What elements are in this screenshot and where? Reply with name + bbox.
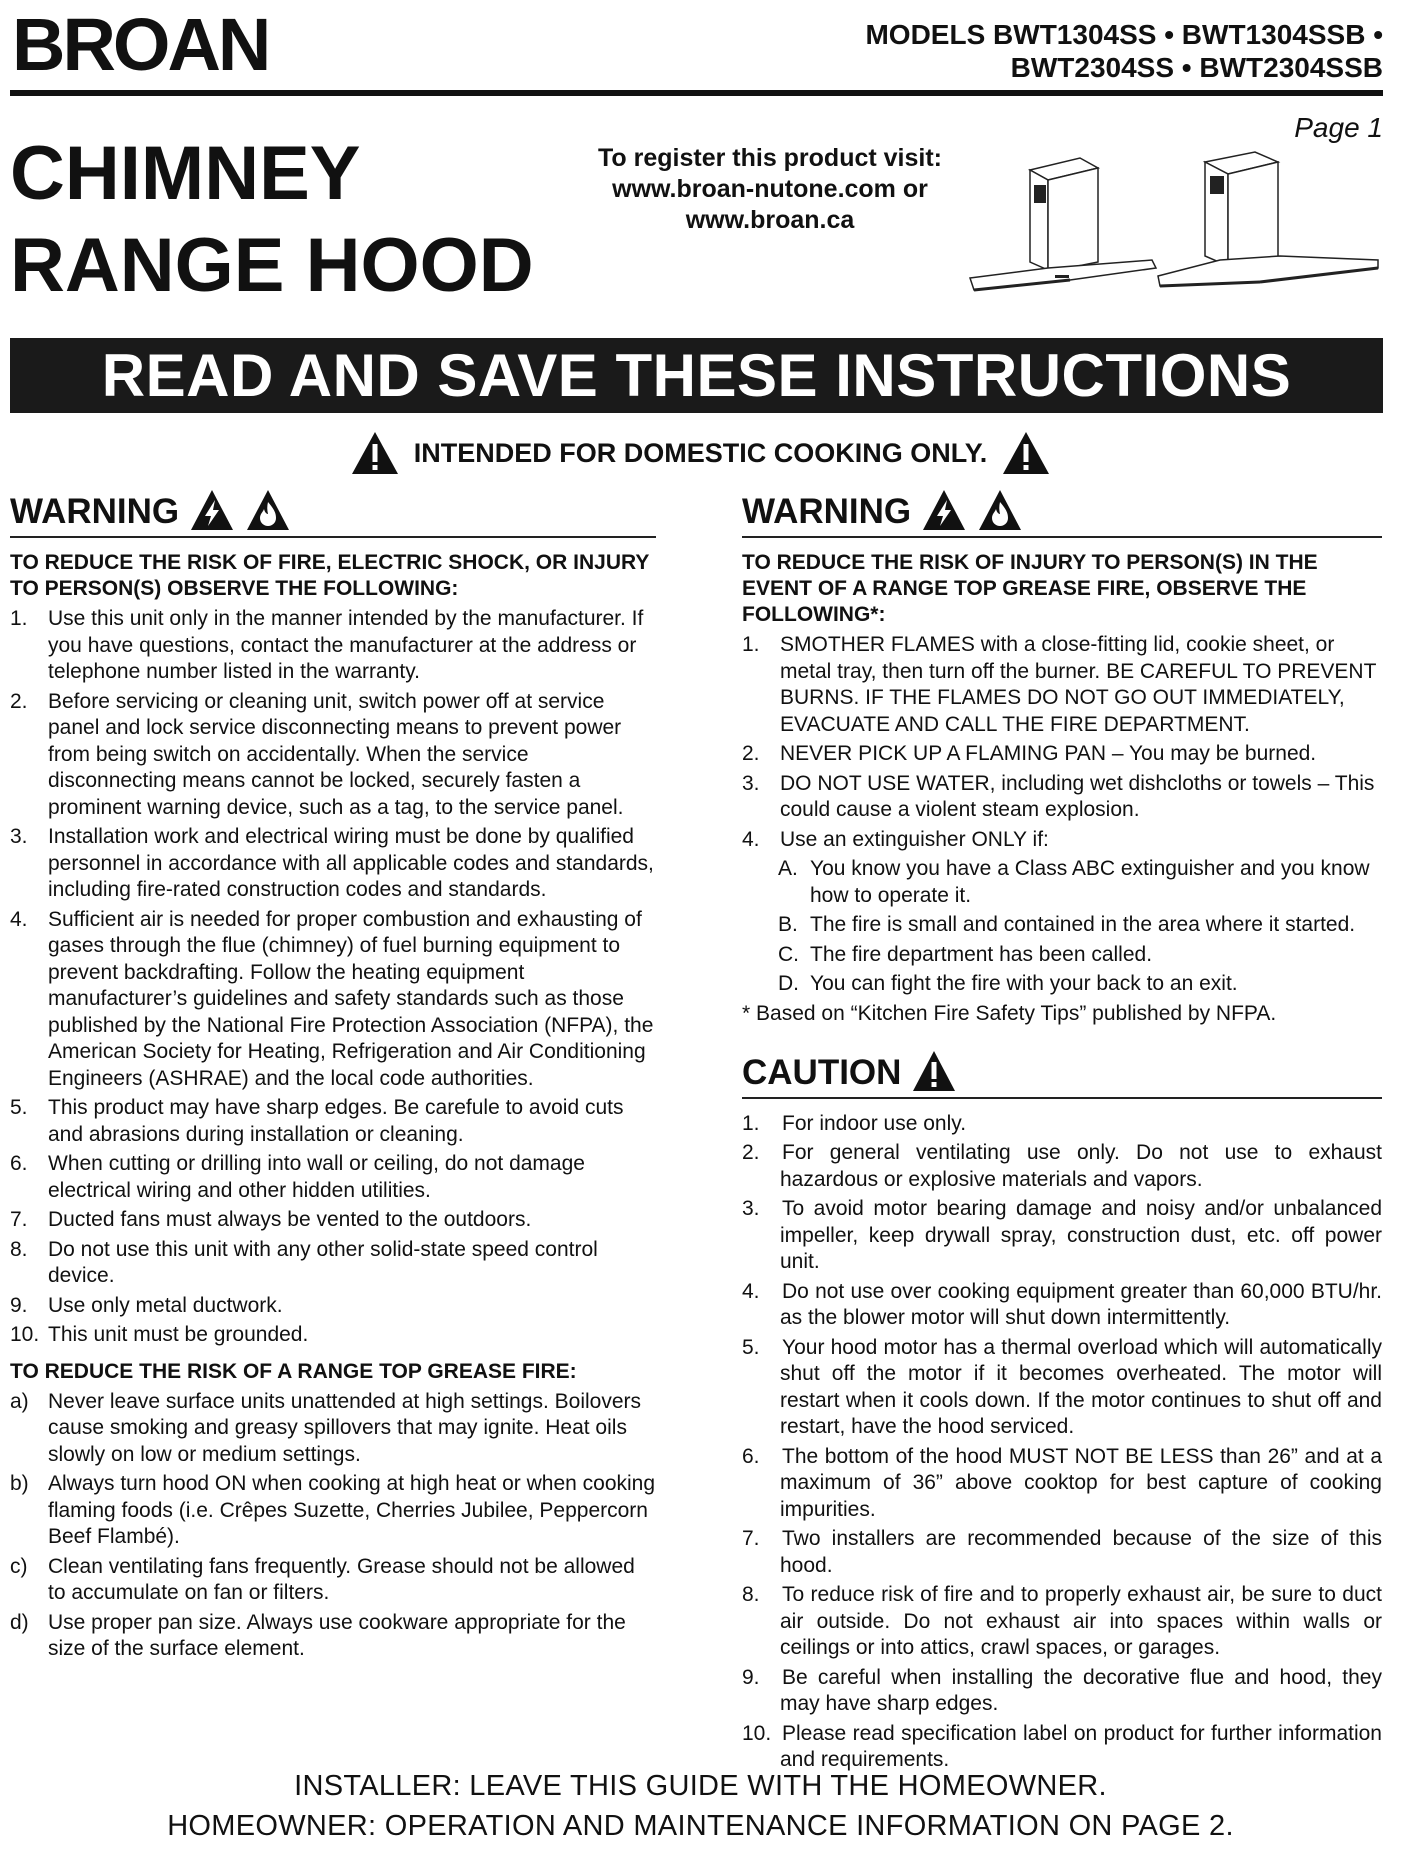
item-text: To avoid motor bearing damage and noisy and/or unbalanced impeller, keep drywall spray, construction dust, etc. off power unit.	[780, 1197, 1382, 1273]
installer-notice: INSTALLER: LEAVE THIS GUIDE WITH THE HOMEOWNER.	[294, 1770, 1107, 1802]
homeowner-notice: HOMEOWNER: OPERATION AND MAINTENANCE INFORMATION ON PAGE 2.	[167, 1810, 1234, 1842]
spacer	[742, 1027, 1382, 1049]
model-line: BWT2304SS • BWT2304SSB	[1010, 52, 1383, 83]
warning-list	[10, 606, 656, 1349]
item-number: 3.	[10, 825, 28, 848]
item-number: 2.	[742, 1141, 760, 1164]
item-number: c)	[10, 1554, 28, 1578]
item-number: 5.	[742, 1335, 760, 1359]
item-number: 3.	[742, 771, 760, 795]
list-item	[742, 1111, 1382, 1138]
item-number: A.	[778, 857, 798, 880]
item-text: Use proper pan size. Always use cookware appropriate for the size of the surface element.	[48, 1610, 626, 1660]
item-number: a)	[10, 1389, 29, 1413]
list-item	[10, 689, 656, 822]
item-number: 10.	[742, 1721, 772, 1745]
list-item	[742, 942, 1382, 969]
item-text: Sufficient air is needed for proper combustion and exhausting of gases through the flue (chimney) of fuel burning equipment to prevent backdrafting. Follow the heating equipment manufacturer’s guidelines and safety standards such as those published by the National Fire Protection Association (NFPA), the American Society for Heating, Refrigeration and Air Conditioning Engineers (ASHRAE) and the local code authorities.	[48, 907, 654, 1090]
warning-heading-text: WARNING	[10, 492, 180, 531]
item-text: For indoor use only.	[782, 1111, 967, 1135]
list-item	[10, 1322, 656, 1349]
item-number: 8.	[10, 1237, 28, 1261]
list-item	[10, 1471, 656, 1551]
item-text: For general ventilating use only. Do not use to exhaust hazardous or explosive materials and vapors.	[780, 1141, 1382, 1191]
item-number: 6.	[10, 1152, 28, 1175]
item-number: 6.	[742, 1444, 760, 1468]
registration-note	[590, 143, 950, 236]
range-hood-illustration	[1150, 148, 1385, 300]
item-text: This product may have sharp edges. Be carefule to avoid cuts and abrasions during installation or cleaning.	[48, 1096, 624, 1146]
electric-shock-warning-icon	[921, 488, 967, 532]
item-text: Never leave surface units unattended at high settings. Boilovers cause smoking and greasy spillovers that may ignite. Heat oils slowly on low or medium settings.	[48, 1389, 642, 1466]
item-text: Two installers are recommended because of the size of this hood.	[780, 1527, 1382, 1577]
domestic-notice	[0, 428, 1401, 478]
list-item	[742, 856, 1382, 909]
list-item	[10, 1389, 656, 1469]
warning-triangle-icon	[350, 430, 400, 476]
list-item	[10, 1151, 656, 1204]
caution-heading-text: CAUTION	[742, 1052, 902, 1092]
warning-triangle-icon	[911, 1049, 957, 1093]
item-number: b)	[10, 1472, 29, 1495]
item-number: 9.	[10, 1293, 28, 1317]
item-text: When cutting or drilling into wall or ceiling, do not damage electrical wiring and other hidden utilities.	[48, 1152, 585, 1202]
item-number: 4.	[742, 1279, 760, 1303]
item-text: Use only metal ductwork.	[48, 1293, 283, 1317]
title-line: RANGE HOOD	[10, 223, 534, 308]
item-number: D.	[778, 972, 799, 995]
register-url: www.broan.ca	[685, 206, 855, 234]
item-number: d)	[10, 1610, 29, 1634]
list-item	[10, 1207, 656, 1234]
item-text: SMOTHER FLAMES with a close-fitting lid, cookie sheet, or metal tray, then turn off the burner. BE CAREFUL TO PREVENT BURNS. IF THE FLAMES DO NOT GO OUT IMMEDIATELY, EVACUATE AND CALL THE FIRE DEPARTMENT.	[780, 633, 1377, 736]
item-number: 5.	[10, 1096, 28, 1119]
item-text: To reduce risk of fire and to properly exhaust air, be sure to duct air outside. Do not exhaust air into spaces within walls or ceilings or into attics, crawl spaces, or garages.	[780, 1583, 1382, 1659]
fire-warning-icon	[245, 488, 291, 532]
list-item	[742, 632, 1382, 738]
footer-notice	[0, 1766, 1401, 1846]
left-column	[10, 488, 656, 1666]
item-number: 4.	[10, 907, 28, 931]
list-item	[742, 741, 1382, 768]
item-text: Please read specification label on product for further information and requirements.	[780, 1721, 1382, 1771]
item-text: This unit must be grounded.	[48, 1323, 309, 1346]
item-text: DO NOT USE WATER, including wet dishcloths or towels – This could cause a violent steam explosion.	[780, 771, 1375, 821]
caution-heading	[742, 1049, 1382, 1099]
item-number: 2.	[10, 689, 28, 713]
list-item	[742, 1526, 1382, 1579]
list-item	[10, 1293, 656, 1320]
item-number: 1.	[742, 633, 760, 656]
caution-list	[742, 1111, 1382, 1774]
list-item	[10, 1554, 656, 1607]
item-number: 2.	[742, 742, 760, 765]
range-hood-illustration	[960, 150, 1160, 300]
list-item	[742, 1335, 1382, 1441]
warning-triangle-icon	[1001, 430, 1051, 476]
item-number: 7.	[742, 1527, 760, 1550]
electric-shock-warning-icon	[189, 488, 235, 532]
brand-logo	[10, 8, 370, 80]
list-item	[742, 771, 1382, 824]
item-text: Do not use this unit with any other solid-state speed control device.	[48, 1237, 598, 1287]
list-item	[10, 907, 656, 1093]
register-url: www.broan-nutone.com or	[612, 175, 928, 203]
item-number: 8.	[742, 1583, 760, 1606]
list-item	[742, 1444, 1382, 1524]
fire-warning-icon	[977, 488, 1023, 532]
document-title	[10, 128, 534, 312]
warning-heading-text: WARNING	[742, 492, 912, 531]
list-item	[10, 606, 656, 686]
item-number: 1.	[10, 607, 28, 630]
list-item	[742, 1140, 1382, 1193]
grease-fire-list	[10, 1389, 656, 1663]
item-number: B.	[778, 913, 798, 936]
item-text: Before servicing or cleaning unit, switch power off at service panel and lock service disconnecting means to prevent power from being switch on accidentally. When the service disconnecting means cannot be locked, securely fasten a prominent warning device, such as a tag, to the service panel.	[48, 689, 624, 819]
warning-heading	[10, 488, 656, 538]
list-item	[10, 1095, 656, 1148]
list-item	[10, 1237, 656, 1290]
list-item	[742, 1196, 1382, 1276]
list-item	[742, 971, 1382, 998]
register-line: To register this product visit:	[597, 144, 943, 172]
list-item	[742, 912, 1382, 939]
title-line: CHIMNEY	[10, 131, 361, 216]
item-number: 1.	[742, 1111, 760, 1135]
item-text: You can fight the fire with your back to an exit.	[810, 972, 1238, 995]
grease-fire-warning-list	[742, 632, 1382, 853]
item-number: 7.	[10, 1208, 28, 1231]
read-save-banner: READ AND SAVE THESE INSTRUCTIONS	[10, 338, 1383, 413]
item-text: Be careful when installing the decorative flue and hood, they may have sharp edges.	[780, 1665, 1382, 1715]
item-number: 10.	[10, 1323, 40, 1346]
item-text: NEVER PICK UP A FLAMING PAN – You may be burned.	[780, 742, 1317, 765]
item-number: 4.	[742, 827, 760, 851]
item-number: C.	[778, 942, 799, 966]
nfpa-footnote: * Based on “Kitchen Fire Safety Tips” published by NFPA.	[742, 1001, 1277, 1025]
item-text: Installation work and electrical wiring must be done by qualified personnel in accordance with all applicable codes and standards, including fire-rated construction codes and standards.	[48, 825, 654, 901]
item-text: Always turn hood ON when cooking at high heat or when cooking flaming foods (i.e. Crêpes Suzette, Cherries Jubilee, Peppercorn Beef Flambé).	[48, 1472, 656, 1548]
domestic-notice-text: INTENDED FOR DOMESTIC COOKING ONLY.	[413, 437, 988, 468]
warning-lead: TO REDUCE THE RISK OF INJURY TO PERSON(S) IN THE EVENT OF A RANGE TOP GREASE FIRE, OBSERVE THE FOLLOWING*:	[742, 551, 1318, 626]
header-rule	[10, 90, 1383, 96]
list-item	[10, 1610, 656, 1663]
item-text: Use this unit only in the manner intended by the manufacturer. If you have questions, contact the manufacturer at the address or telephone number listed in the warranty.	[48, 607, 644, 683]
model-line: MODELS BWT1304SS • BWT1304SSB •	[865, 19, 1383, 50]
item-number: 9.	[742, 1665, 760, 1689]
grease-fire-heading: TO REDUCE THE RISK OF A RANGE TOP GREASE FIRE:	[10, 1359, 577, 1383]
item-text: Ducted fans must always be vented to the outdoors.	[48, 1208, 532, 1231]
item-text: Your hood motor has a thermal overload which will automatically shut off the motor if it becomes overheated. The motor will restart when it cools down. If the motor continues to shut off and restart, have the hood serviced.	[780, 1335, 1382, 1438]
page-number: Page 1	[1294, 112, 1383, 143]
warning-lead: TO REDUCE THE RISK OF FIRE, ELECTRIC SHOCK, OR INJURY TO PERSON(S) OBSERVE THE FOLLOWING:	[10, 551, 650, 600]
right-column	[742, 488, 1382, 1777]
item-text: The bottom of the hood MUST NOT BE LESS than 26” and at a maximum of 36” above cooktop for best capture of cooking impurities.	[780, 1444, 1382, 1521]
extinguisher-conditions-list	[742, 856, 1382, 998]
list-item	[742, 1665, 1382, 1718]
warning-heading	[742, 488, 1382, 538]
list-item	[742, 1582, 1382, 1662]
list-item	[742, 827, 1382, 854]
item-text: The fire is small and contained in the area where it started.	[810, 913, 1356, 936]
item-text: You know you have a Class ABC extinguisher and you know how to operate it.	[810, 857, 1370, 907]
item-text: Use an extinguisher ONLY if:	[780, 827, 1049, 851]
item-text: Clean ventilating fans frequently. Grease should not be allowed to accumulate on fan or filters.	[48, 1554, 635, 1604]
list-item	[742, 1279, 1382, 1332]
list-item	[10, 824, 656, 904]
brand-logo-text: BROAN	[12, 8, 269, 80]
item-text: The fire department has been called.	[810, 942, 1153, 966]
item-number: 3.	[742, 1197, 760, 1220]
model-list	[865, 18, 1383, 84]
item-text: Do not use over cooking equipment greater than 60,000 BTU/hr. as the blower motor will shut down intermittently.	[780, 1279, 1382, 1329]
